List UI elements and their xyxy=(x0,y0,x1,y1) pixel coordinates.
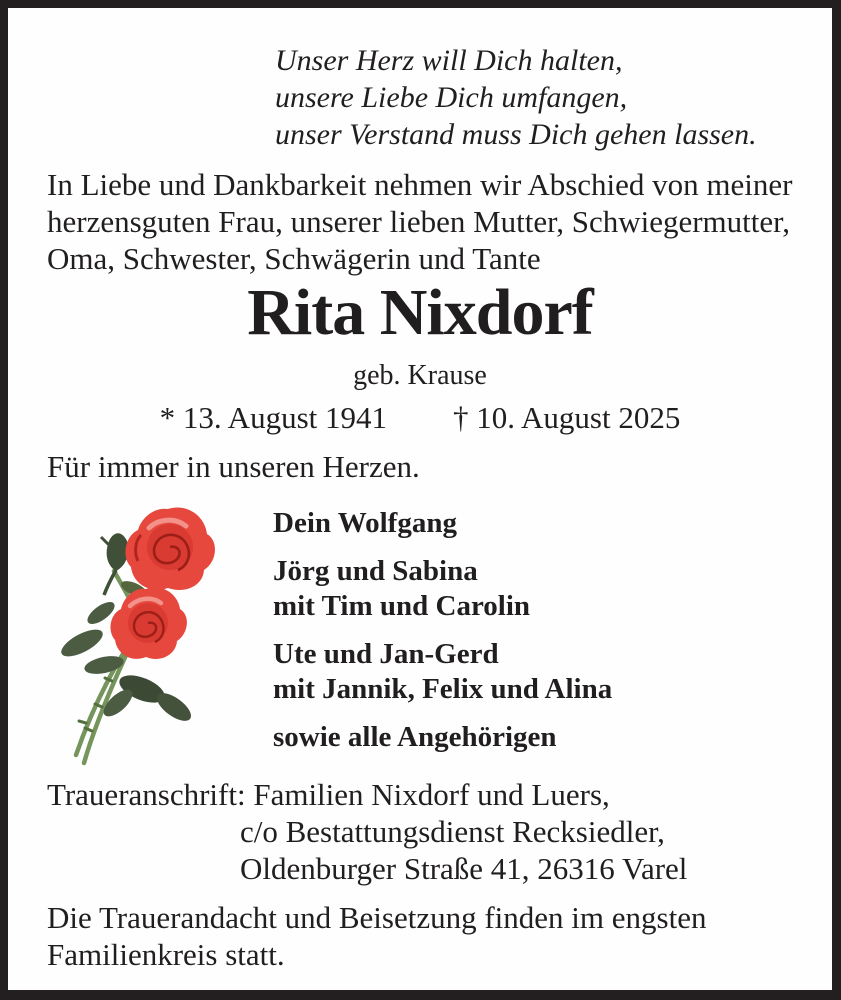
address-line: c/o Bestattungsdienst Recksiedler, xyxy=(240,814,665,849)
notice-sheet xyxy=(8,8,832,990)
intro-line: Oma, Schwester, Schwägerin und Tante xyxy=(47,241,541,276)
rose-bloom-top xyxy=(125,508,215,590)
mourner-group xyxy=(273,554,612,624)
closing-line: Familienkreis statt. xyxy=(47,937,285,972)
intro-line: In Liebe und Dankbarkeit nehmen wir Abschied von meiner xyxy=(47,167,793,202)
life-dates xyxy=(8,400,832,436)
verse-line: unser Verstand muss Dich gehen lassen. xyxy=(275,118,757,151)
mourning-address xyxy=(47,776,687,887)
death-date: † 10. August 2025 xyxy=(453,400,681,435)
closing-paragraph xyxy=(47,899,706,973)
mourner-group xyxy=(273,637,612,707)
remembrance-line: Für immer in unseren Herzen. xyxy=(47,449,420,484)
mourner-line: Ute und Jan-Gerd xyxy=(273,638,499,670)
intro-line: herzensguten Frau, unserer lieben Mutter, Schwiegermutter, xyxy=(47,204,790,239)
mourner-line: sowie alle Angehörigen xyxy=(273,721,557,753)
verse-line: unsere Liebe Dich umfangen, xyxy=(275,81,628,114)
mourner-line: mit Jannik, Felix und Alina xyxy=(273,673,613,705)
mourner-line: Dein Wolfgang xyxy=(273,507,457,539)
mourner-group xyxy=(273,720,612,755)
mourner-line: Jörg und Sabina xyxy=(273,555,478,587)
roses-image xyxy=(46,495,224,771)
deceased-name: Rita Nixdorf xyxy=(247,276,593,349)
birth-date: * 13. August 1941 xyxy=(159,400,387,435)
mourner-line: mit Tim und Carolin xyxy=(273,590,531,622)
intro-paragraph xyxy=(47,166,793,277)
mourners-list xyxy=(273,506,612,768)
rose-bloom-lower xyxy=(110,587,186,659)
address-line: Traueranschrift: Familien Nixdorf und Luers, xyxy=(47,777,610,812)
memorial-verse xyxy=(275,42,757,153)
closing-line: Die Trauerandacht und Beisetzung finden im engsten xyxy=(47,900,707,935)
mourner-group xyxy=(273,506,612,541)
verse-line: Unser Herz will Dich halten, xyxy=(275,44,623,77)
maiden-name: geb. Krause xyxy=(353,360,487,391)
address-line: Oldenburger Straße 41, 26316 Varel xyxy=(240,851,688,886)
